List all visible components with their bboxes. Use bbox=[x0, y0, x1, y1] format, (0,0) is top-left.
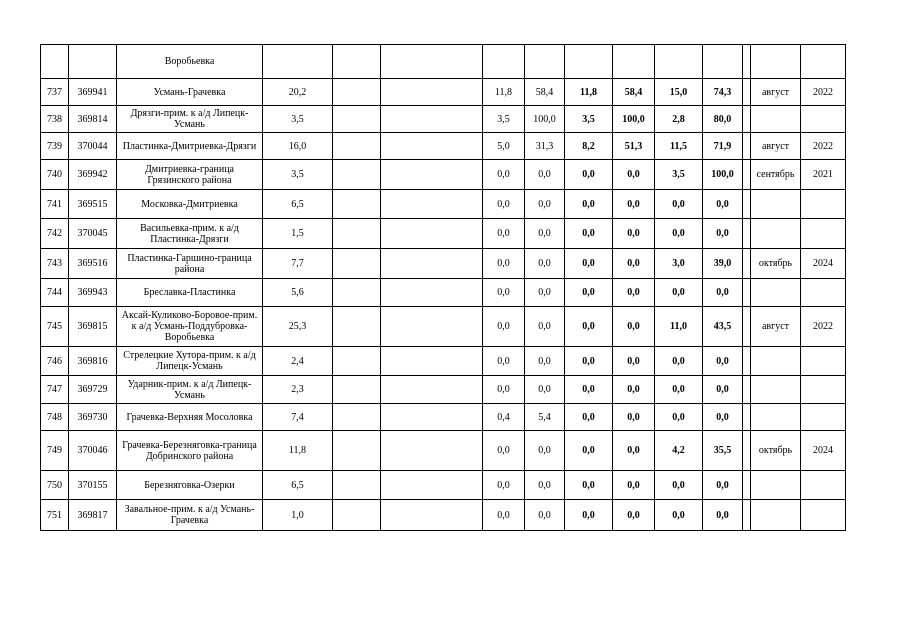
road-code: 369942 bbox=[69, 160, 117, 190]
col6 bbox=[381, 106, 483, 133]
col12: 43,5 bbox=[703, 307, 743, 347]
col13 bbox=[743, 376, 751, 404]
row-number: 747 bbox=[41, 376, 69, 404]
col9 bbox=[565, 45, 613, 79]
col7: 0,0 bbox=[483, 190, 525, 219]
col6 bbox=[381, 160, 483, 190]
col10: 0,0 bbox=[613, 500, 655, 531]
road-code: 369817 bbox=[69, 500, 117, 531]
col7: 5,0 bbox=[483, 133, 525, 160]
col10: 0,0 bbox=[613, 471, 655, 500]
road-code: 369516 bbox=[69, 249, 117, 279]
col10: 58,4 bbox=[613, 79, 655, 106]
col8: 0,0 bbox=[525, 160, 565, 190]
col9: 0,0 bbox=[565, 347, 613, 376]
col5 bbox=[333, 249, 381, 279]
road-name: Грачевка-Березняговка-граница Добринского района bbox=[117, 431, 263, 471]
roads-table bbox=[40, 44, 846, 531]
road-name: Грачевка-Верхняя Мосоловка bbox=[117, 404, 263, 431]
col12: 80,0 bbox=[703, 106, 743, 133]
col11 bbox=[655, 45, 703, 79]
month bbox=[751, 500, 801, 531]
col7: 0,0 bbox=[483, 431, 525, 471]
col5 bbox=[333, 45, 381, 79]
col6 bbox=[381, 376, 483, 404]
col6 bbox=[381, 279, 483, 307]
col8: 0,0 bbox=[525, 431, 565, 471]
row-number: 737 bbox=[41, 79, 69, 106]
year bbox=[801, 45, 846, 79]
col9: 0,0 bbox=[565, 249, 613, 279]
row-number: 748 bbox=[41, 404, 69, 431]
col12: 39,0 bbox=[703, 249, 743, 279]
col11: 0,0 bbox=[655, 404, 703, 431]
road-length: 3,5 bbox=[263, 106, 333, 133]
col9: 0,0 bbox=[565, 404, 613, 431]
month bbox=[751, 347, 801, 376]
road-length: 3,5 bbox=[263, 160, 333, 190]
col8: 0,0 bbox=[525, 347, 565, 376]
col6 bbox=[381, 249, 483, 279]
col9: 0,0 bbox=[565, 431, 613, 471]
month bbox=[751, 376, 801, 404]
month bbox=[751, 404, 801, 431]
col9: 3,5 bbox=[565, 106, 613, 133]
col8: 0,0 bbox=[525, 249, 565, 279]
road-name: Московка-Дмитриевка bbox=[117, 190, 263, 219]
col12: 74,3 bbox=[703, 79, 743, 106]
year bbox=[801, 471, 846, 500]
road-code bbox=[69, 45, 117, 79]
year: 2021 bbox=[801, 160, 846, 190]
table-row bbox=[41, 404, 846, 431]
col5 bbox=[333, 133, 381, 160]
road-name: Пластинка-Гаршино-граница района bbox=[117, 249, 263, 279]
col13 bbox=[743, 190, 751, 219]
col5 bbox=[333, 160, 381, 190]
table-row bbox=[41, 279, 846, 307]
month: август bbox=[751, 133, 801, 160]
col7 bbox=[483, 45, 525, 79]
row-number: 751 bbox=[41, 500, 69, 531]
table-row bbox=[41, 79, 846, 106]
col5 bbox=[333, 404, 381, 431]
col8: 0,0 bbox=[525, 376, 565, 404]
col12: 100,0 bbox=[703, 160, 743, 190]
table-row bbox=[41, 347, 846, 376]
col11: 3,5 bbox=[655, 160, 703, 190]
year bbox=[801, 219, 846, 249]
col13 bbox=[743, 160, 751, 190]
col6 bbox=[381, 45, 483, 79]
col9: 0,0 bbox=[565, 307, 613, 347]
table-row bbox=[41, 45, 846, 79]
col7: 0,0 bbox=[483, 307, 525, 347]
month: август bbox=[751, 307, 801, 347]
road-name: Васильевка-прим. к а/д Пластинка-Дрязги bbox=[117, 219, 263, 249]
col7: 0,4 bbox=[483, 404, 525, 431]
col9: 8,2 bbox=[565, 133, 613, 160]
col13 bbox=[743, 279, 751, 307]
road-length: 1,5 bbox=[263, 219, 333, 249]
road-name: Березняговка-Озерки bbox=[117, 471, 263, 500]
table-row bbox=[41, 500, 846, 531]
col5 bbox=[333, 376, 381, 404]
month bbox=[751, 219, 801, 249]
road-length: 7,7 bbox=[263, 249, 333, 279]
table-row bbox=[41, 431, 846, 471]
road-code: 370044 bbox=[69, 133, 117, 160]
col6 bbox=[381, 471, 483, 500]
road-name: Бреславка-Пластинка bbox=[117, 279, 263, 307]
year: 2022 bbox=[801, 133, 846, 160]
col6 bbox=[381, 79, 483, 106]
road-code: 370046 bbox=[69, 431, 117, 471]
road-length: 20,2 bbox=[263, 79, 333, 106]
col8: 0,0 bbox=[525, 190, 565, 219]
col5 bbox=[333, 279, 381, 307]
table-row bbox=[41, 471, 846, 500]
col11: 0,0 bbox=[655, 347, 703, 376]
road-length: 2,3 bbox=[263, 376, 333, 404]
row-number: 750 bbox=[41, 471, 69, 500]
col13 bbox=[743, 133, 751, 160]
col7: 0,0 bbox=[483, 376, 525, 404]
road-code: 369729 bbox=[69, 376, 117, 404]
road-length: 16,0 bbox=[263, 133, 333, 160]
col7: 0,0 bbox=[483, 471, 525, 500]
col9: 0,0 bbox=[565, 190, 613, 219]
col13 bbox=[743, 219, 751, 249]
col6 bbox=[381, 133, 483, 160]
year bbox=[801, 347, 846, 376]
col8: 0,0 bbox=[525, 307, 565, 347]
col12: 0,0 bbox=[703, 376, 743, 404]
row-number: 741 bbox=[41, 190, 69, 219]
col6 bbox=[381, 431, 483, 471]
col5 bbox=[333, 79, 381, 106]
road-length: 6,5 bbox=[263, 471, 333, 500]
col12: 35,5 bbox=[703, 431, 743, 471]
road-name: Дрязги-прим. к а/д Липецк-Усмань bbox=[117, 106, 263, 133]
road-code: 369515 bbox=[69, 190, 117, 219]
col10: 0,0 bbox=[613, 219, 655, 249]
col13 bbox=[743, 45, 751, 79]
year: 2022 bbox=[801, 307, 846, 347]
col10: 51,3 bbox=[613, 133, 655, 160]
col7: 0,0 bbox=[483, 347, 525, 376]
col12: 0,0 bbox=[703, 500, 743, 531]
road-code: 370155 bbox=[69, 471, 117, 500]
col9: 0,0 bbox=[565, 279, 613, 307]
col13 bbox=[743, 347, 751, 376]
col11: 15,0 bbox=[655, 79, 703, 106]
col13 bbox=[743, 471, 751, 500]
col6 bbox=[381, 307, 483, 347]
road-code: 369943 bbox=[69, 279, 117, 307]
col10: 0,0 bbox=[613, 431, 655, 471]
road-code: 369814 bbox=[69, 106, 117, 133]
row-number: 745 bbox=[41, 307, 69, 347]
road-length: 7,4 bbox=[263, 404, 333, 431]
col10: 0,0 bbox=[613, 160, 655, 190]
year bbox=[801, 500, 846, 531]
year: 2024 bbox=[801, 249, 846, 279]
col9: 0,0 bbox=[565, 160, 613, 190]
col8: 5,4 bbox=[525, 404, 565, 431]
table-row bbox=[41, 307, 846, 347]
col5 bbox=[333, 190, 381, 219]
row-number: 749 bbox=[41, 431, 69, 471]
col11: 0,0 bbox=[655, 500, 703, 531]
col12: 0,0 bbox=[703, 279, 743, 307]
row-number: 739 bbox=[41, 133, 69, 160]
col13 bbox=[743, 307, 751, 347]
road-name: Дмитриевка-граница Грязинского района bbox=[117, 160, 263, 190]
year bbox=[801, 279, 846, 307]
col11: 4,2 bbox=[655, 431, 703, 471]
month bbox=[751, 45, 801, 79]
col7: 0,0 bbox=[483, 219, 525, 249]
month: август bbox=[751, 79, 801, 106]
col12: 0,0 bbox=[703, 404, 743, 431]
col6 bbox=[381, 190, 483, 219]
col13 bbox=[743, 106, 751, 133]
col13 bbox=[743, 431, 751, 471]
road-name: Воробьевка bbox=[117, 45, 263, 79]
col5 bbox=[333, 106, 381, 133]
col7: 0,0 bbox=[483, 500, 525, 531]
col11: 0,0 bbox=[655, 190, 703, 219]
col5 bbox=[333, 500, 381, 531]
col7: 3,5 bbox=[483, 106, 525, 133]
road-length: 25,3 bbox=[263, 307, 333, 347]
year bbox=[801, 376, 846, 404]
col12: 71,9 bbox=[703, 133, 743, 160]
col13 bbox=[743, 404, 751, 431]
col10: 100,0 bbox=[613, 106, 655, 133]
month bbox=[751, 190, 801, 219]
col9: 0,0 bbox=[565, 471, 613, 500]
row-number: 738 bbox=[41, 106, 69, 133]
col6 bbox=[381, 404, 483, 431]
table-row bbox=[41, 106, 846, 133]
road-name: Завальное-прим. к а/д Усмань-Грачевка bbox=[117, 500, 263, 531]
road-length: 6,5 bbox=[263, 190, 333, 219]
col10: 0,0 bbox=[613, 347, 655, 376]
col6 bbox=[381, 219, 483, 249]
col8: 31,3 bbox=[525, 133, 565, 160]
year: 2022 bbox=[801, 79, 846, 106]
col12: 0,0 bbox=[703, 471, 743, 500]
col11: 0,0 bbox=[655, 376, 703, 404]
row-number: 743 bbox=[41, 249, 69, 279]
col10: 0,0 bbox=[613, 190, 655, 219]
col7: 0,0 bbox=[483, 160, 525, 190]
road-name: Ударник-прим. к а/д Липецк-Усмань bbox=[117, 376, 263, 404]
col8 bbox=[525, 45, 565, 79]
col11: 0,0 bbox=[655, 219, 703, 249]
col11: 3,0 bbox=[655, 249, 703, 279]
road-name: Аксай-Куликово-Боровое-прим. к а/д Усмань-Поддубровка-Воробьевка bbox=[117, 307, 263, 347]
year bbox=[801, 404, 846, 431]
road-length bbox=[263, 45, 333, 79]
table-row bbox=[41, 160, 846, 190]
month: сентябрь bbox=[751, 160, 801, 190]
col6 bbox=[381, 347, 483, 376]
col9: 0,0 bbox=[565, 500, 613, 531]
road-length: 11,8 bbox=[263, 431, 333, 471]
col8: 0,0 bbox=[525, 471, 565, 500]
road-code: 370045 bbox=[69, 219, 117, 249]
col8: 0,0 bbox=[525, 219, 565, 249]
col12 bbox=[703, 45, 743, 79]
month bbox=[751, 106, 801, 133]
col9: 11,8 bbox=[565, 79, 613, 106]
col10: 0,0 bbox=[613, 249, 655, 279]
year bbox=[801, 190, 846, 219]
col10: 0,0 bbox=[613, 376, 655, 404]
road-name: Усмань-Грачевка bbox=[117, 79, 263, 106]
road-code: 369941 bbox=[69, 79, 117, 106]
col13 bbox=[743, 500, 751, 531]
col5 bbox=[333, 431, 381, 471]
col10: 0,0 bbox=[613, 279, 655, 307]
row-number: 740 bbox=[41, 160, 69, 190]
month: октябрь bbox=[751, 249, 801, 279]
row-number: 746 bbox=[41, 347, 69, 376]
year: 2024 bbox=[801, 431, 846, 471]
col9: 0,0 bbox=[565, 219, 613, 249]
col5 bbox=[333, 471, 381, 500]
row-number bbox=[41, 45, 69, 79]
road-name: Пластинка-Дмитриевка-Дрязги bbox=[117, 133, 263, 160]
col7: 0,0 bbox=[483, 279, 525, 307]
road-code: 369730 bbox=[69, 404, 117, 431]
table-row bbox=[41, 219, 846, 249]
road-length: 2,4 bbox=[263, 347, 333, 376]
table-row bbox=[41, 376, 846, 404]
col7: 0,0 bbox=[483, 249, 525, 279]
table-row bbox=[41, 133, 846, 160]
road-code: 369816 bbox=[69, 347, 117, 376]
table-row bbox=[41, 190, 846, 219]
col13 bbox=[743, 79, 751, 106]
col11: 11,5 bbox=[655, 133, 703, 160]
month: октябрь bbox=[751, 431, 801, 471]
col11: 2,8 bbox=[655, 106, 703, 133]
row-number: 744 bbox=[41, 279, 69, 307]
col12: 0,0 bbox=[703, 347, 743, 376]
row-number: 742 bbox=[41, 219, 69, 249]
col5 bbox=[333, 219, 381, 249]
col6 bbox=[381, 500, 483, 531]
col8: 0,0 bbox=[525, 500, 565, 531]
road-code: 369815 bbox=[69, 307, 117, 347]
col7: 11,8 bbox=[483, 79, 525, 106]
month bbox=[751, 279, 801, 307]
col11: 11,0 bbox=[655, 307, 703, 347]
col10: 0,0 bbox=[613, 404, 655, 431]
col8: 58,4 bbox=[525, 79, 565, 106]
col8: 100,0 bbox=[525, 106, 565, 133]
col10 bbox=[613, 45, 655, 79]
col11: 0,0 bbox=[655, 471, 703, 500]
col12: 0,0 bbox=[703, 190, 743, 219]
month bbox=[751, 471, 801, 500]
table-row bbox=[41, 249, 846, 279]
col11: 0,0 bbox=[655, 279, 703, 307]
road-length: 5,6 bbox=[263, 279, 333, 307]
col9: 0,0 bbox=[565, 376, 613, 404]
col12: 0,0 bbox=[703, 219, 743, 249]
year bbox=[801, 106, 846, 133]
col5 bbox=[333, 307, 381, 347]
col10: 0,0 bbox=[613, 307, 655, 347]
road-length: 1,0 bbox=[263, 500, 333, 531]
col13 bbox=[743, 249, 751, 279]
road-name: Стрелецкие Хутора-прим. к а/д Липецк-Усмань bbox=[117, 347, 263, 376]
col8: 0,0 bbox=[525, 279, 565, 307]
col5 bbox=[333, 347, 381, 376]
